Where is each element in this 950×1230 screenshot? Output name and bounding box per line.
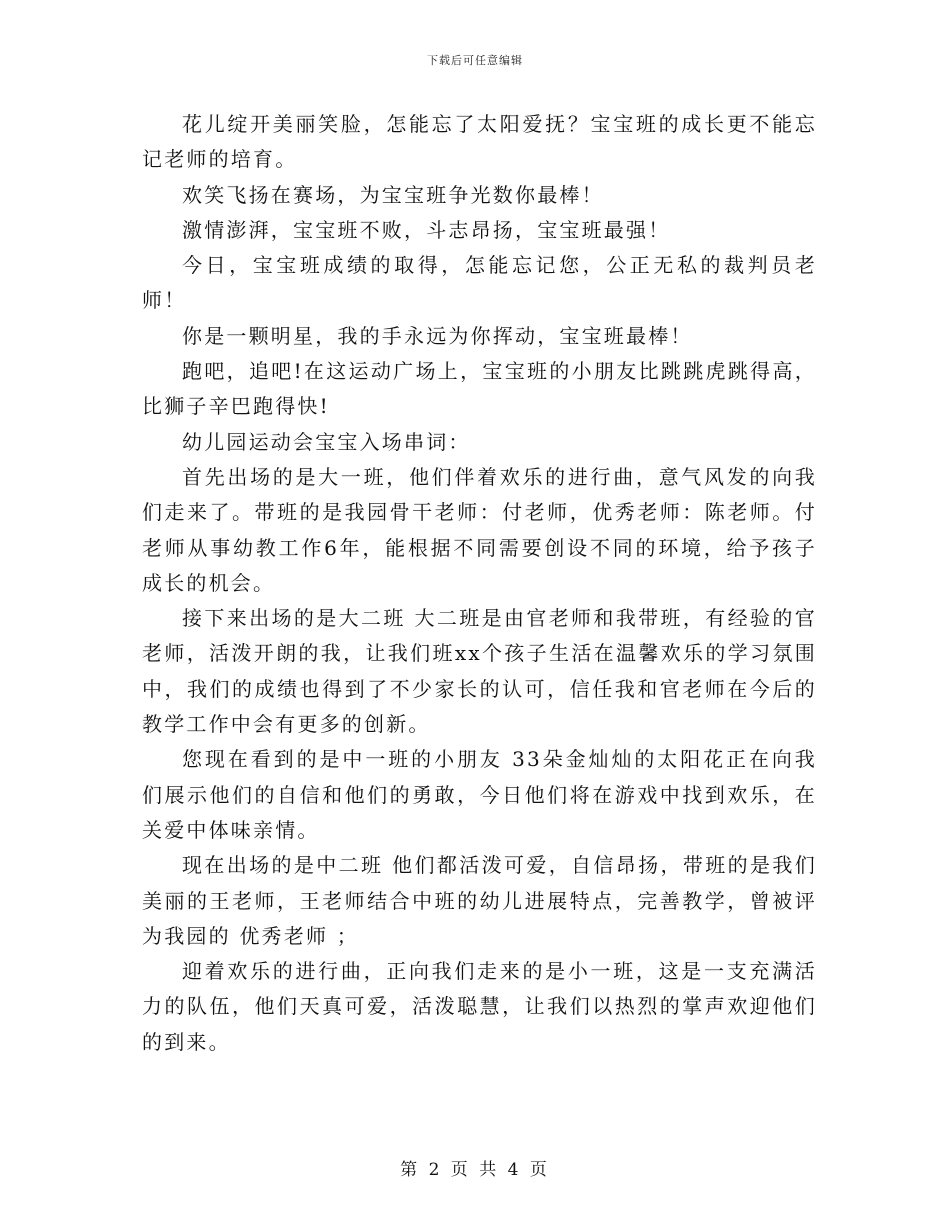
paragraph: 跑吧，追吧!在这运动广场上，宝宝班的小朋友比跳跳虎跳得高，比狮子辛巴跑得快! xyxy=(142,359,817,419)
paragraph: 激情澎湃，宝宝班不败，斗志昂扬，宝宝班最强！ xyxy=(182,217,671,242)
paragraph: 幼儿园运动会宝宝入场串词： xyxy=(182,429,471,454)
paragraph: 现在出场的是中二班 他们都活泼可爱，自信昂扬，带班的是我们美丽的王老师，王老师结合中班的幼儿进展特点，完善教学，曾被评为我园的 优秀老师 ； xyxy=(142,853,817,948)
paragraph: 今日，宝宝班成绩的取得，怎能忘记您，公正无私的裁判员老师！ xyxy=(142,253,817,313)
page-header: 下载后可任意编辑 xyxy=(427,54,523,67)
paragraph: 欢笑飞扬在赛场，为宝宝班争光数你最棒！ xyxy=(182,182,604,207)
paragraph: 首先出场的是大一班，他们伴着欢乐的进行曲，意气风发的向我们走来了。带班的是我园骨干老师：付老师，优秀老师：陈老师。付老师从事幼教工作6年，能根据不同需要创设不同的环境，给予孩子成长的机会。 xyxy=(142,464,817,595)
document-body xyxy=(142,107,817,1060)
page-footer: 第 2 页 共 4 页 xyxy=(400,1160,550,1180)
paragraph: 迎着欢乐的进行曲，正向我们走来的是小一班，这是一支充满活力的队伍，他们天真可爱，活泼聪慧，让我们以热烈的掌声欢迎他们的到来。 xyxy=(142,959,817,1054)
paragraph: 接下来出场的是大二班 大二班是由官老师和我带班，有经验的官老师，活泼开朗的我，让我们班xx个孩子生活在温馨欢乐的学习氛围中，我们的成绩也得到了不少家长的认可，信任我和官老师在今后的教学工作中会有更多的创新。 xyxy=(142,606,817,737)
paragraph: 花儿绽开美丽笑脸，怎能忘了太阳爱抚？宝宝班的成长更不能忘记老师的培育。 xyxy=(142,112,817,172)
paragraph: 您现在看到的是中一班的小朋友 33朵金灿灿的太阳花正在向我们展示他们的自信和他们的勇敢，今日他们将在游戏中找到欢乐，在关爱中体味亲情。 xyxy=(142,747,817,842)
paragraph: 你是一颗明星，我的手永远为你挥动，宝宝班最棒！ xyxy=(182,323,693,348)
